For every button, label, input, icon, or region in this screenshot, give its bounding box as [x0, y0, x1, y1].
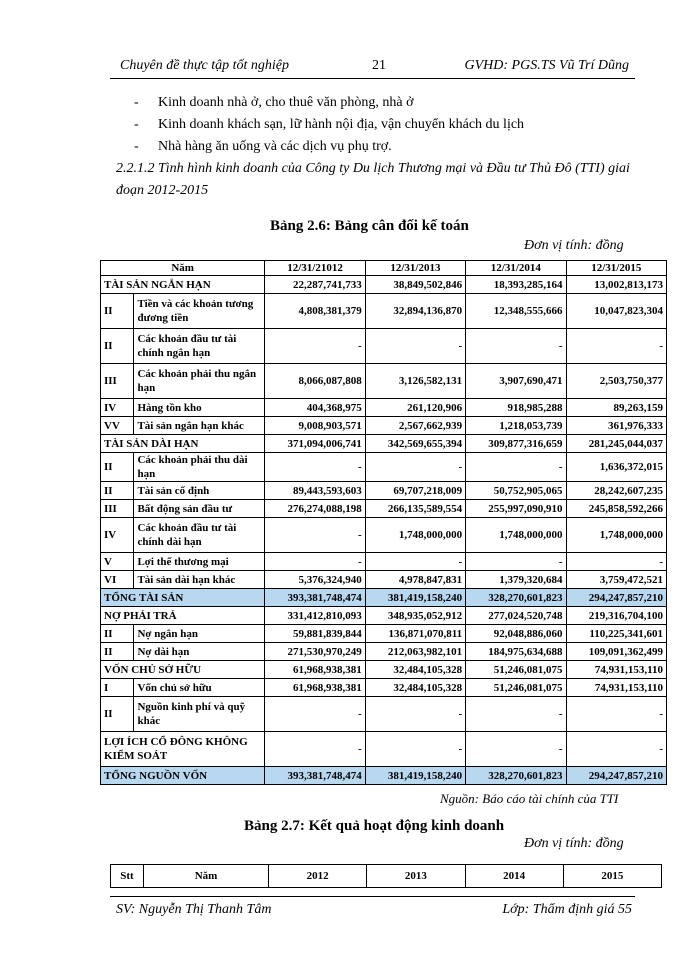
value-cell: 51,246,081,075 — [466, 661, 566, 679]
value-cell: 92,048,886,060 — [466, 625, 566, 643]
header-title: Chuyên đề thực tập tốt nghiệp — [120, 58, 289, 73]
value-cell: - — [466, 732, 566, 767]
row-label: Các khoản đầu tư tài chính ngắn hạn — [134, 329, 265, 364]
value-cell: - — [566, 697, 666, 732]
value-cell: 22,287,741,733 — [265, 276, 365, 294]
value-cell: 32,484,105,328 — [365, 679, 465, 697]
row-label: Nợ ngắn hạn — [134, 625, 265, 643]
value-cell: 4,808,381,379 — [265, 294, 365, 329]
value-cell: 1,748,000,000 — [566, 518, 666, 553]
row-code: VV — [101, 417, 134, 435]
row-label: NỢ PHẢI TRẢ — [101, 607, 265, 625]
value-cell: - — [365, 732, 465, 767]
row-code: II — [101, 329, 134, 364]
row-label: TÀI SẢN DÀI HẠN — [101, 435, 265, 453]
value-cell: 74,931,153,110 — [566, 661, 666, 679]
value-cell: - — [466, 453, 566, 482]
table-header-row — [101, 261, 667, 276]
header-cell: 2015 — [563, 865, 661, 888]
value-cell: 393,381,748,474 — [265, 589, 365, 607]
footer-student: SV: Nguyễn Thị Thanh Tâm — [116, 902, 272, 917]
header-cell: Năm — [101, 261, 265, 276]
row-code: IV — [101, 518, 134, 553]
value-cell: 136,871,070,811 — [365, 625, 465, 643]
table-row — [101, 661, 667, 679]
header-cell: 2014 — [465, 865, 563, 888]
value-cell: 2,503,750,377 — [566, 364, 666, 399]
value-cell: 348,935,052,912 — [365, 607, 465, 625]
table-row — [101, 417, 667, 435]
footer-rule — [110, 896, 635, 897]
value-cell: 10,047,823,304 — [566, 294, 666, 329]
value-cell: - — [365, 553, 465, 571]
business-results-table — [110, 864, 662, 888]
value-cell: - — [265, 329, 365, 364]
value-cell: - — [566, 329, 666, 364]
header-cell: 2012 — [269, 865, 367, 888]
value-cell: 266,135,589,554 — [365, 500, 465, 518]
header-cell: Năm — [144, 865, 269, 888]
header-cell: 12/31/2014 — [466, 261, 566, 276]
table-row — [101, 625, 667, 643]
value-cell: 1,379,320,684 — [466, 571, 566, 589]
value-cell: - — [566, 553, 666, 571]
header-advisor: GVHD: PGS.TS Vũ Trí Dũng — [464, 58, 629, 73]
value-cell: 393,381,748,474 — [265, 767, 365, 785]
value-cell: 18,393,285,164 — [466, 276, 566, 294]
value-cell: 212,063,982,101 — [365, 643, 465, 661]
value-cell: 371,094,006,741 — [265, 435, 365, 453]
value-cell: 3,907,690,471 — [466, 364, 566, 399]
header-cell: 2013 — [367, 865, 465, 888]
value-cell: 32,484,105,328 — [365, 661, 465, 679]
table-row — [101, 500, 667, 518]
value-cell: 89,443,593,603 — [265, 482, 365, 500]
row-code: II — [101, 697, 134, 732]
row-label: Bất động sản đầu tư — [134, 500, 265, 518]
value-cell: 3,759,472,521 — [566, 571, 666, 589]
value-cell: 261,120,906 — [365, 399, 465, 417]
value-cell: 110,225,341,601 — [566, 625, 666, 643]
table-row-total-capital — [101, 767, 667, 785]
row-label: Tài sản ngắn hạn khác — [134, 417, 265, 435]
row-label: Nguồn kinh phí và quỹ khác — [134, 697, 265, 732]
value-cell: 328,270,601,823 — [466, 589, 566, 607]
value-cell: 3,126,582,131 — [365, 364, 465, 399]
value-cell: 61,968,938,381 — [265, 679, 365, 697]
value-cell: 381,419,158,240 — [365, 767, 465, 785]
value-cell: - — [365, 329, 465, 364]
table1-source: Nguồn: Báo cáo tài chính của TTI — [440, 791, 619, 806]
value-cell: 309,877,316,659 — [466, 435, 566, 453]
row-code: III — [101, 500, 134, 518]
value-cell: 277,024,520,748 — [466, 607, 566, 625]
value-cell: - — [566, 732, 666, 767]
table-row — [101, 518, 667, 553]
row-code: II — [101, 643, 134, 661]
header-cell: 12/31/2013 — [365, 261, 465, 276]
row-code: V — [101, 553, 134, 571]
value-cell: 51,246,081,075 — [466, 679, 566, 697]
row-label: Vốn chủ sở hữu — [134, 679, 265, 697]
row-label: Tiền và các khoản tương đương tiền — [134, 294, 265, 329]
value-cell: 294,247,857,210 — [566, 589, 666, 607]
value-cell: - — [265, 697, 365, 732]
row-code: I — [101, 679, 134, 697]
value-cell: 271,530,970,249 — [265, 643, 365, 661]
table-row — [101, 607, 667, 625]
table-row — [101, 364, 667, 399]
row-code: VI — [101, 571, 134, 589]
row-label: TÀI SẢN NGẮN HẠN — [101, 276, 265, 294]
row-code: II — [101, 482, 134, 500]
value-cell: 32,894,136,870 — [365, 294, 465, 329]
table-row — [101, 329, 667, 364]
row-label: Các khoản phải thu ngắn hạn — [134, 364, 265, 399]
value-cell: 219,316,704,100 — [566, 607, 666, 625]
row-label: LỢI ÍCH CỔ ĐÔNG KHÔNG KIỂM SOÁT — [101, 732, 265, 767]
value-cell: 5,376,324,940 — [265, 571, 365, 589]
value-cell: 12,348,555,666 — [466, 294, 566, 329]
list-item: - Kinh doanh khách sạn, lữ hành nội địa, vận chuyển khách du lịch — [134, 117, 525, 132]
value-cell: - — [466, 697, 566, 732]
value-cell: 59,881,839,844 — [265, 625, 365, 643]
value-cell: - — [365, 697, 465, 732]
table-row — [101, 435, 667, 453]
footer-class: Lớp: Thẩm định giá 55 — [502, 902, 632, 917]
page-number: 21 — [372, 58, 386, 73]
balance-sheet-table — [100, 260, 667, 785]
value-cell: - — [265, 732, 365, 767]
table-row — [101, 553, 667, 571]
row-label: Hàng tồn kho — [134, 399, 265, 417]
row-label: TỔNG TÀI SẢN — [101, 589, 265, 607]
table2-caption: Bảng 2.7: Kết quả hoạt động kinh doanh — [244, 818, 505, 834]
value-cell: - — [365, 453, 465, 482]
value-cell: 28,242,607,235 — [566, 482, 666, 500]
table-header-row — [111, 865, 662, 888]
value-cell: 328,270,601,823 — [466, 767, 566, 785]
value-cell: 342,569,655,394 — [365, 435, 465, 453]
row-label: TỔNG NGUỒN VỐN — [101, 767, 265, 785]
value-cell: 4,978,847,831 — [365, 571, 465, 589]
table-row — [101, 294, 667, 329]
row-code: IV — [101, 399, 134, 417]
value-cell: - — [466, 553, 566, 571]
page-header — [110, 56, 635, 76]
table-row — [101, 571, 667, 589]
value-cell: 281,245,044,037 — [566, 435, 666, 453]
value-cell: 184,975,634,688 — [466, 643, 566, 661]
table-row — [101, 697, 667, 732]
value-cell: - — [265, 453, 365, 482]
header-cell: Stt — [111, 865, 144, 888]
value-cell: 1,636,372,015 — [566, 453, 666, 482]
value-cell: 1,748,000,000 — [466, 518, 566, 553]
row-label: Nợ dài hạn — [134, 643, 265, 661]
value-cell: 109,091,362,499 — [566, 643, 666, 661]
header-cell: 12/31/2015 — [566, 261, 666, 276]
table1-caption: Bảng 2.6: Bảng cân đối kế toán — [270, 218, 469, 234]
value-cell: 69,707,218,009 — [365, 482, 465, 500]
value-cell: 918,985,288 — [466, 399, 566, 417]
header-rule — [110, 78, 635, 79]
list-item: - Kinh doanh nhà ở, cho thuê văn phòng, nhà ở — [134, 95, 414, 110]
row-label: Các khoản đầu tư tài chính dài hạn — [134, 518, 265, 553]
value-cell: - — [466, 329, 566, 364]
value-cell: 245,858,592,266 — [566, 500, 666, 518]
row-code: II — [101, 453, 134, 482]
table1-unit: Đơn vị tính: đồng — [524, 238, 624, 253]
list-item: - Nhà hàng ăn uống và các dịch vụ phụ trợ. — [134, 139, 392, 154]
value-cell: - — [265, 553, 365, 571]
value-cell: 8,066,087,808 — [265, 364, 365, 399]
row-label: Tài sản dài hạn khác — [134, 571, 265, 589]
value-cell: 294,247,857,210 — [566, 767, 666, 785]
table-row — [101, 643, 667, 661]
row-label: VỐN CHỦ SỞ HỮU — [101, 661, 265, 679]
table-row — [101, 453, 667, 482]
value-cell: 404,368,975 — [265, 399, 365, 417]
row-label: Lợi thế thương mại — [134, 553, 265, 571]
value-cell: 331,412,810,093 — [265, 607, 365, 625]
value-cell: 61,968,938,381 — [265, 661, 365, 679]
section-subheading: 2.2.1.2 Tình hình kinh doanh của Công ty Du lịch Thương mại và Đầu tư Thủ Đô (TTI) giai đoạn 2012-2015 — [116, 161, 630, 198]
table-row — [101, 399, 667, 417]
table2-unit: Đơn vị tính: đồng — [524, 836, 624, 851]
page-footer — [116, 902, 636, 922]
row-label: Tài sản cố định — [134, 482, 265, 500]
value-cell: 9,008,903,571 — [265, 417, 365, 435]
table-row — [101, 276, 667, 294]
table-row — [101, 679, 667, 697]
value-cell: - — [265, 518, 365, 553]
value-cell: 255,997,090,910 — [466, 500, 566, 518]
bullet-list — [134, 92, 524, 158]
row-code: II — [101, 625, 134, 643]
value-cell: 1,748,000,000 — [365, 518, 465, 553]
value-cell: 89,263,159 — [566, 399, 666, 417]
table-row — [101, 732, 667, 767]
value-cell: 74,931,153,110 — [566, 679, 666, 697]
value-cell: 2,567,662,939 — [365, 417, 465, 435]
table-row — [101, 482, 667, 500]
value-cell: 361,976,333 — [566, 417, 666, 435]
table-row-total-assets — [101, 589, 667, 607]
header-cell: 12/31/21012 — [265, 261, 365, 276]
value-cell: 50,752,905,065 — [466, 482, 566, 500]
value-cell: 381,419,158,240 — [365, 589, 465, 607]
value-cell: 276,274,088,198 — [265, 500, 365, 518]
value-cell: 1,218,053,739 — [466, 417, 566, 435]
value-cell: 13,002,813,173 — [566, 276, 666, 294]
value-cell: 38,849,502,846 — [365, 276, 465, 294]
row-code: II — [101, 294, 134, 329]
row-code: III — [101, 364, 134, 399]
row-label: Các khoản phải thu dài hạn — [134, 453, 265, 482]
